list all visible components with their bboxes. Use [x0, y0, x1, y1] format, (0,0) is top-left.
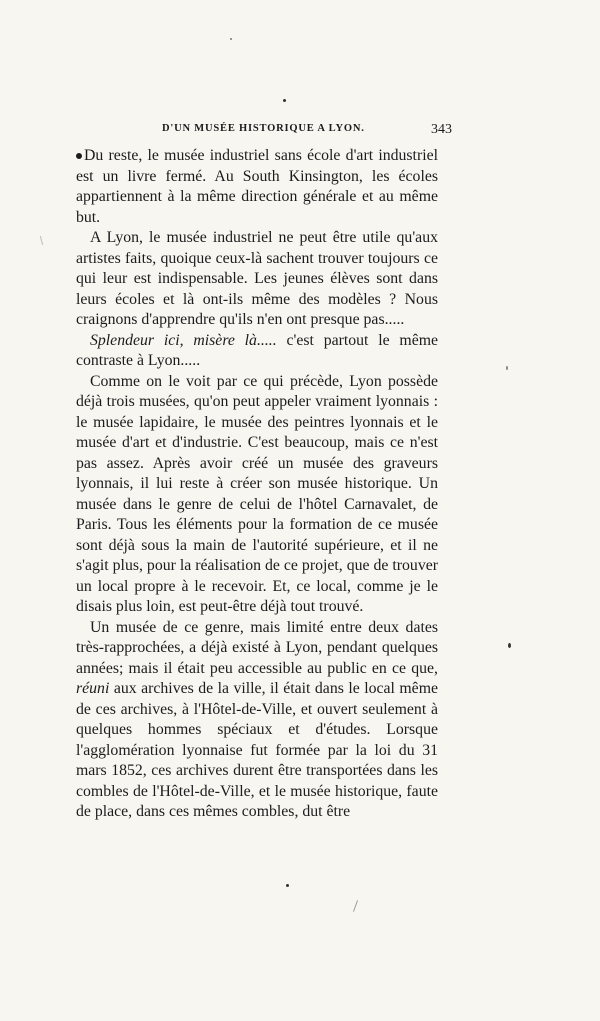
page-body: [76, 146, 438, 823]
scan-stroke: [353, 900, 358, 912]
scan-speck: [230, 38, 232, 40]
scan-speck: [286, 884, 289, 887]
paragraph-5: [76, 618, 438, 823]
scan-speck: [506, 366, 508, 370]
scan-speck: [508, 643, 511, 648]
paragraph-5-text-a: Un musée de ce genre, mais limité entre deux dates très-rapprochées, a déjà existé à Lyon, pendant quelques années; mais il était peu accessible au public en ce que,: [76, 618, 438, 677]
paragraph-5-text-b: aux archives de la ville, il était dans le local même de ces archives, à l'Hôtel-de-Ville, et ouvert seulement à quelques hommes spéciaux et d'études. Lorsque l'agglomération lyonnaise fut formée par la loi du 31 mars 1852, ces archives durent être transportées dans les combles de l'Hôtel-de-Ville, et le musée historique, faute de place, dans ces mêmes combles, dut être: [76, 680, 438, 820]
running-title: D'UN MUSÉE HISTORIQUE A LYON.: [162, 123, 365, 134]
scan-speck: [283, 99, 286, 102]
page-number: 343: [431, 122, 452, 137]
scan-stroke: [40, 236, 43, 245]
paragraph-3-italic: Splendeur ici, misère là.....: [90, 331, 277, 349]
ink-dot-icon: [76, 153, 82, 159]
paragraph-5-italic: réuni: [76, 680, 110, 697]
paragraph-2: A Lyon, le musée industriel ne peut être utile qu'aux artistes faits, quoique ceux-là sachent trouver toujours ce qui leur est indispensable. Les jeunes élèves sont dans leurs écoles et là ont-ils même des modèles ? Nous craignons d'apprendre qu'ils n'en ont presque pas.....: [76, 229, 438, 328]
paragraph-3: [76, 331, 438, 372]
page-header: [76, 123, 452, 141]
paragraph-3-text: c'est partout le même contraste à Lyon.....: [76, 331, 439, 369]
paragraph-1: [76, 146, 438, 228]
paragraph-1-text: Du reste, le musée industriel sans école d'art industriel est un livre fermé. Au South Kinsington, les écoles appartiennent à la même direction générale et au même but.: [76, 147, 438, 226]
paragraph-4: Comme on le voit par ce qui précède, Lyon possède déjà trois musées, qu'on peut appeler vraiment lyonnais : le musée lapidaire, le musée des peintres lyonnais et le musée d'art et d'industrie. C'est beaucoup, mais ce n'est pas assez. Après avoir créé un musée des graveurs lyonnais, il lui reste à créer son musée historique. Un musée dans le genre de celui de l'hôtel Carnavalet, de Paris. Tous les éléments pour la formation de ce musée sont déjà sous la main de l'autorité supérieure, et il ne s'agit plus, pour la réalisation de ce projet, que de trouver un local propre à le recevoir. Et, ce local, comme je le disais plus loin, est peut-être déjà tout trouvé.: [76, 372, 438, 615]
